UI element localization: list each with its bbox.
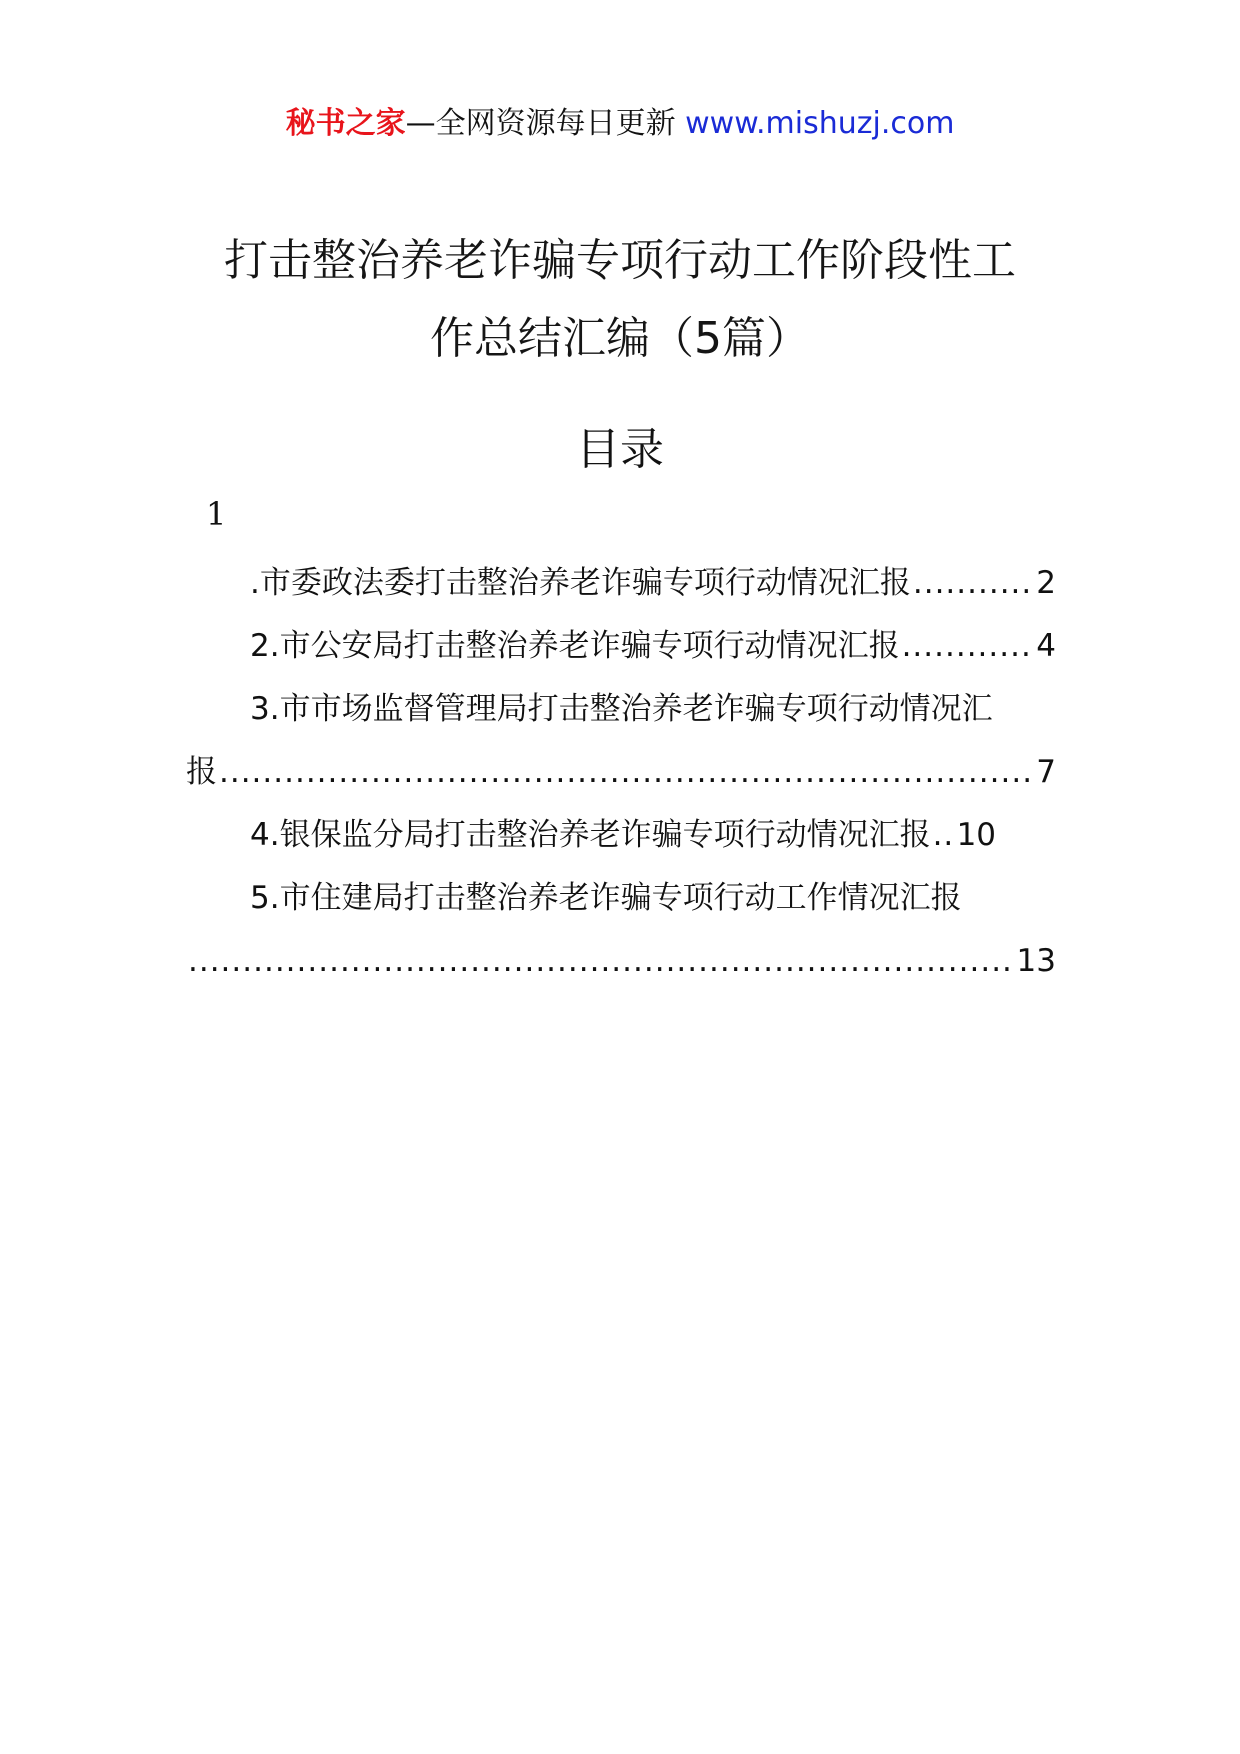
brand-name: 秘书之家 xyxy=(285,106,406,141)
toc-entry-1[interactable] xyxy=(186,552,1056,615)
title-line-1: 打击整治养老诈骗专项行动工作阶段性工 xyxy=(224,235,1016,286)
toc-entry-page: 2 xyxy=(1036,565,1056,601)
dot-leader xyxy=(219,741,1034,804)
toc-entry-text: 报 xyxy=(186,754,217,790)
toc-entry-3-line-2[interactable] xyxy=(186,741,1056,804)
toc-entry-4[interactable] xyxy=(186,804,1056,867)
toc-entry-text: 5.市住建局打击整治养老诈骗专项行动工作情况汇报 xyxy=(250,880,962,916)
site-url-link[interactable]: www.mishuzj.com xyxy=(685,106,955,141)
document-title xyxy=(160,222,1080,378)
dot-leader xyxy=(902,615,1035,678)
title-line-2: 作总结汇编（5篇） xyxy=(430,313,810,364)
dot-leader xyxy=(913,552,1034,615)
toc-entry-page: 13 xyxy=(1016,943,1056,979)
toc-entry-3-line-1[interactable] xyxy=(186,678,1056,741)
toc-entry-page: 10 xyxy=(956,817,997,853)
toc-entry-text: .市委政法委打击整治养老诈骗专项行动情况汇报 xyxy=(250,565,911,601)
site-header xyxy=(0,104,1240,144)
toc-entry-page: 4 xyxy=(1036,628,1056,664)
toc-entry-text: 4.银保监分局打击整治养老诈骗专项行动情况汇报 xyxy=(250,817,931,853)
toc-number-prefix: 1 xyxy=(206,495,227,533)
toc-entry-5-line-2[interactable] xyxy=(186,930,1056,993)
toc-entry-5-line-1[interactable] xyxy=(186,867,1056,930)
toc-entry-page: 7 xyxy=(1036,754,1056,790)
site-tagline: —全网资源每日更新 xyxy=(405,106,676,141)
toc-entry-text: 3.市市场监督管理局打击整治养老诈骗专项行动情况汇 xyxy=(250,691,993,727)
toc-heading: 目录 xyxy=(576,424,664,475)
toc-entry-2[interactable] xyxy=(186,615,1056,678)
toc-entry-text: 2.市公安局打击整治养老诈骗专项行动情况汇报 xyxy=(250,628,900,664)
dot-leader xyxy=(188,930,1015,993)
dot-leader xyxy=(933,804,955,867)
table-of-contents xyxy=(186,552,1056,993)
